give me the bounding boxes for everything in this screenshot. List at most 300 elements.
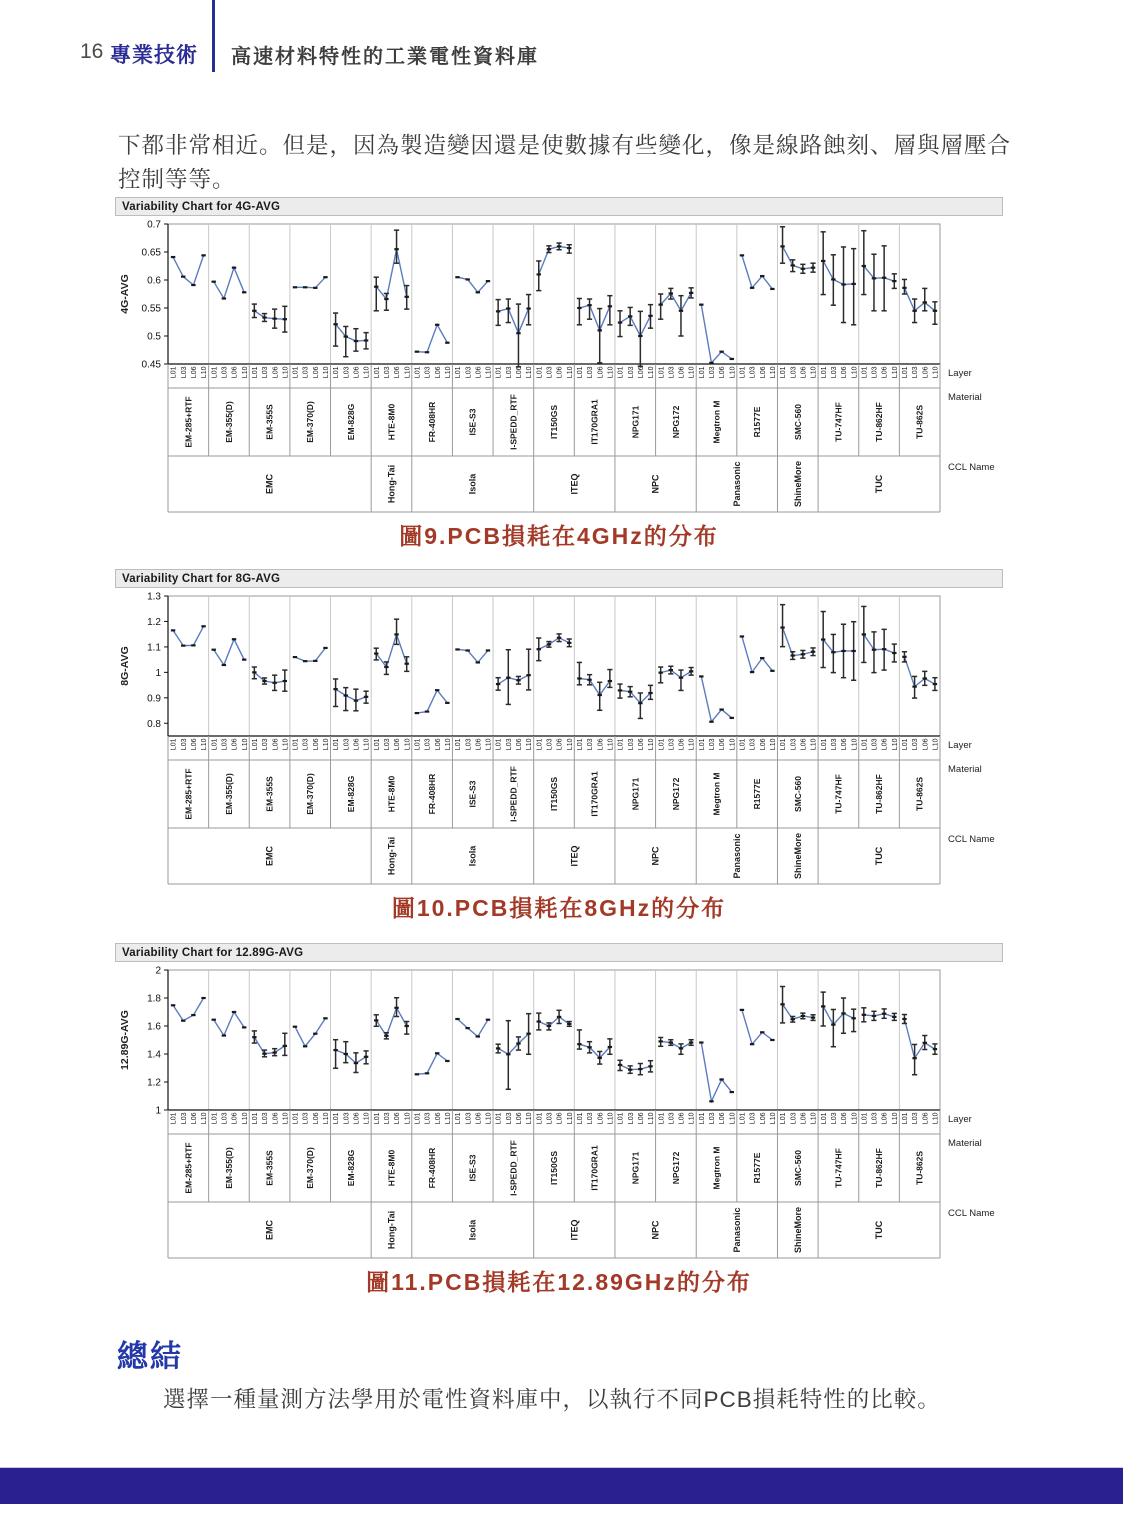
svg-text:L06: L06	[353, 738, 361, 751]
svg-text:1.2: 1.2	[147, 616, 161, 628]
svg-text:L06: L06	[719, 738, 727, 751]
svg-text:L03: L03	[627, 1112, 635, 1125]
intro-paragraph: 下都非常相近。但是，因為製造變因還是使數據有些變化，像是線路蝕刻、層與層壓合控制等等。	[118, 132, 1012, 193]
svg-text:L01: L01	[495, 1112, 503, 1125]
svg-text:L10: L10	[282, 738, 290, 751]
svg-text:L03: L03	[262, 738, 270, 751]
svg-text:IT170GRA1: IT170GRA1	[589, 1145, 600, 1191]
svg-text:L06: L06	[922, 366, 930, 379]
svg-text:2: 2	[155, 965, 161, 977]
svg-text:0.6: 0.6	[147, 275, 161, 287]
svg-text:Isola: Isola	[467, 473, 478, 495]
svg-text:L03: L03	[180, 1112, 188, 1125]
svg-text:ShineMore: ShineMore	[792, 460, 803, 508]
svg-text:L10: L10	[404, 738, 412, 751]
svg-text:TUC: TUC	[874, 474, 885, 494]
svg-text:L06: L06	[597, 1112, 605, 1125]
svg-text:L10: L10	[566, 1112, 574, 1125]
svg-text:L01: L01	[820, 738, 828, 751]
svg-text:L10: L10	[526, 738, 534, 751]
variability-chart-8g	[115, 588, 1003, 888]
svg-text:TU-862HF: TU-862HF	[874, 774, 885, 814]
svg-text:1: 1	[155, 1105, 161, 1117]
svg-text:L03: L03	[627, 738, 635, 751]
svg-text:L06: L06	[312, 1112, 320, 1125]
svg-text:L01: L01	[455, 366, 463, 379]
variability-chart-4g	[115, 216, 1003, 516]
svg-text:L06: L06	[190, 1112, 198, 1125]
svg-text:L03: L03	[302, 738, 310, 751]
svg-text:EM-285+RTF: EM-285+RTF	[183, 396, 194, 448]
svg-text:L06: L06	[556, 738, 564, 751]
svg-text:Layer: Layer	[948, 1114, 972, 1125]
svg-text:L03: L03	[912, 1112, 920, 1125]
svg-text:EM-370(D): EM-370(D)	[305, 1147, 316, 1189]
svg-text:Isola: Isola	[467, 845, 478, 867]
svg-text:L01: L01	[495, 366, 503, 379]
svg-text:L10: L10	[810, 366, 818, 379]
svg-text:Panasonic: Panasonic	[731, 833, 742, 879]
svg-text:TU-862HF: TU-862HF	[874, 402, 885, 442]
svg-text:ISE-S3: ISE-S3	[467, 408, 478, 436]
variability-chart-12-89g	[115, 962, 1003, 1262]
svg-text:L10: L10	[323, 738, 331, 751]
svg-text:L10: L10	[729, 366, 737, 379]
svg-text:EM-355S: EM-355S	[264, 1150, 275, 1186]
svg-text:EM-285+RTF: EM-285+RTF	[183, 768, 194, 820]
svg-text:1.4: 1.4	[147, 1049, 161, 1061]
svg-text:L10: L10	[729, 738, 737, 751]
svg-text:NPG171: NPG171	[630, 777, 641, 811]
svg-text:EMC: EMC	[264, 474, 275, 494]
svg-text:L01: L01	[739, 738, 747, 751]
svg-text:L06: L06	[475, 1112, 483, 1125]
svg-text:L06: L06	[678, 1112, 686, 1125]
svg-text:L01: L01	[251, 1112, 259, 1125]
svg-text:L10: L10	[648, 1112, 656, 1125]
svg-text:L03: L03	[587, 738, 595, 751]
svg-text:L03: L03	[343, 1112, 351, 1125]
svg-text:L01: L01	[902, 738, 910, 751]
svg-text:L03: L03	[546, 738, 554, 751]
svg-text:L06: L06	[272, 366, 280, 379]
svg-text:L01: L01	[820, 1112, 828, 1125]
svg-text:ISE-S3: ISE-S3	[467, 1154, 478, 1182]
svg-text:L06: L06	[394, 366, 402, 379]
svg-text:TU-862S: TU-862S	[914, 404, 925, 440]
svg-text:L06: L06	[800, 1112, 808, 1125]
svg-text:L03: L03	[546, 1112, 554, 1125]
svg-text:TU-862S: TU-862S	[914, 776, 925, 812]
svg-text:L03: L03	[546, 366, 554, 379]
svg-text:L01: L01	[170, 738, 178, 751]
svg-text:L06: L06	[719, 366, 727, 379]
svg-text:1.2: 1.2	[147, 1077, 161, 1089]
svg-text:L01: L01	[414, 1112, 422, 1125]
svg-text:L03: L03	[262, 1112, 270, 1125]
svg-text:L03: L03	[180, 366, 188, 379]
svg-text:Panasonic: Panasonic	[731, 1207, 742, 1253]
svg-text:L03: L03	[709, 1112, 717, 1125]
svg-text:FR-408HR: FR-408HR	[427, 401, 438, 443]
svg-text:L10: L10	[404, 1112, 412, 1125]
svg-text:L10: L10	[851, 1112, 859, 1125]
svg-text:EMC: EMC	[264, 1220, 275, 1240]
svg-text:ITEQ: ITEQ	[569, 845, 580, 867]
svg-text:L03: L03	[302, 366, 310, 379]
svg-text:L06: L06	[475, 738, 483, 751]
svg-text:L03: L03	[424, 1112, 432, 1125]
svg-text:L03: L03	[749, 738, 757, 751]
svg-text:L10: L10	[201, 1112, 209, 1125]
svg-text:L06: L06	[597, 366, 605, 379]
svg-text:EM-828G: EM-828G	[345, 1149, 356, 1187]
svg-text:L10: L10	[485, 738, 493, 751]
svg-text:L03: L03	[668, 738, 676, 751]
svg-text:L03: L03	[302, 1112, 310, 1125]
svg-text:L10: L10	[444, 738, 452, 751]
svg-text:L01: L01	[658, 1112, 666, 1125]
svg-text:L03: L03	[383, 738, 391, 751]
svg-text:L01: L01	[576, 738, 584, 751]
svg-text:L10: L10	[688, 738, 696, 751]
figure-12-89ghz	[115, 943, 1003, 1297]
svg-text:L06: L06	[800, 366, 808, 379]
svg-text:L01: L01	[698, 738, 706, 751]
svg-text:L06: L06	[637, 366, 645, 379]
svg-text:0.8: 0.8	[147, 718, 161, 730]
svg-text:L01: L01	[576, 1112, 584, 1125]
page-header	[0, 0, 1123, 74]
svg-text:HTE-8M0: HTE-8M0	[386, 775, 397, 813]
svg-text:L01: L01	[780, 366, 788, 379]
svg-text:L10: L10	[404, 366, 412, 379]
svg-text:L10: L10	[566, 366, 574, 379]
svg-text:L01: L01	[617, 1112, 625, 1125]
svg-text:L03: L03	[505, 738, 513, 751]
svg-text:L10: L10	[444, 366, 452, 379]
svg-text:L10: L10	[891, 738, 899, 751]
svg-text:L10: L10	[607, 1112, 615, 1125]
svg-text:L10: L10	[241, 366, 249, 379]
svg-text:L06: L06	[516, 366, 524, 379]
svg-text:L03: L03	[871, 1112, 879, 1125]
svg-text:NPG172: NPG172	[670, 405, 681, 439]
svg-text:EM-355(D): EM-355(D)	[223, 1147, 234, 1189]
svg-text:L06: L06	[272, 1112, 280, 1125]
svg-text:L06: L06	[800, 738, 808, 751]
svg-text:Material: Material	[948, 392, 982, 403]
svg-text:ShineMore: ShineMore	[792, 832, 803, 880]
svg-text:IT150GS: IT150GS	[549, 1150, 559, 1186]
svg-text:EM-828G: EM-828G	[345, 775, 356, 813]
svg-text:L06: L06	[678, 738, 686, 751]
svg-text:L10: L10	[932, 366, 940, 379]
svg-text:L10: L10	[363, 738, 371, 751]
svg-text:Layer: Layer	[948, 740, 972, 751]
svg-text:L10: L10	[769, 738, 777, 751]
svg-text:L03: L03	[912, 366, 920, 379]
svg-text:L01: L01	[333, 738, 341, 751]
svg-text:L10: L10	[932, 1112, 940, 1125]
svg-text:L01: L01	[902, 1112, 910, 1125]
svg-text:EM-370(D): EM-370(D)	[305, 401, 316, 443]
svg-text:L01: L01	[861, 366, 869, 379]
chart-title-12-89g: Variability Chart for 12.89G-AVG	[115, 943, 1003, 962]
svg-text:FR-408HR: FR-408HR	[427, 773, 438, 815]
svg-text:L03: L03	[749, 366, 757, 379]
svg-text:L03: L03	[505, 366, 513, 379]
svg-text:L10: L10	[485, 366, 493, 379]
svg-text:L01: L01	[739, 366, 747, 379]
svg-text:L06: L06	[516, 1112, 524, 1125]
svg-text:L01: L01	[251, 738, 259, 751]
svg-text:L01: L01	[333, 1112, 341, 1125]
svg-text:NPG172: NPG172	[670, 1151, 681, 1185]
svg-text:L01: L01	[170, 1112, 178, 1125]
svg-text:L06: L06	[394, 1112, 402, 1125]
svg-text:L10: L10	[607, 366, 615, 379]
svg-text:12.89G-AVG: 12.89G-AVG	[119, 1010, 131, 1070]
svg-text:L03: L03	[221, 1112, 229, 1125]
svg-text:L10: L10	[201, 366, 209, 379]
svg-text:L03: L03	[871, 366, 879, 379]
svg-text:L01: L01	[861, 738, 869, 751]
svg-text:Hong-Tai: Hong-Tai	[386, 464, 397, 504]
svg-text:L01: L01	[373, 1112, 381, 1125]
svg-text:L01: L01	[780, 738, 788, 751]
svg-text:L01: L01	[251, 366, 259, 379]
svg-text:L10: L10	[688, 1112, 696, 1125]
svg-text:L01: L01	[861, 1112, 869, 1125]
svg-text:L01: L01	[658, 366, 666, 379]
svg-text:L10: L10	[810, 1112, 818, 1125]
svg-text:L06: L06	[516, 738, 524, 751]
svg-text:I-SPEDD_RTF: I-SPEDD_RTF	[508, 766, 519, 822]
svg-text:L10: L10	[363, 1112, 371, 1125]
svg-text:L01: L01	[536, 738, 544, 751]
svg-text:0.45: 0.45	[141, 359, 161, 371]
svg-text:L10: L10	[526, 1112, 534, 1125]
svg-text:Material: Material	[948, 1138, 982, 1149]
svg-text:L10: L10	[282, 366, 290, 379]
svg-text:L03: L03	[262, 366, 270, 379]
svg-text:L10: L10	[241, 1112, 249, 1125]
svg-text:L06: L06	[841, 1112, 849, 1125]
svg-text:L01: L01	[211, 738, 219, 751]
svg-text:L01: L01	[414, 366, 422, 379]
svg-text:EM-355(D): EM-355(D)	[223, 773, 234, 815]
svg-text:L06: L06	[272, 738, 280, 751]
svg-text:L01: L01	[455, 738, 463, 751]
svg-text:L10: L10	[769, 1112, 777, 1125]
svg-text:L03: L03	[668, 1112, 676, 1125]
svg-text:L10: L10	[323, 1112, 331, 1125]
svg-text:R1577E: R1577E	[752, 406, 763, 438]
svg-text:L03: L03	[221, 366, 229, 379]
svg-text:L03: L03	[424, 738, 432, 751]
svg-text:L01: L01	[617, 738, 625, 751]
svg-text:L06: L06	[312, 366, 320, 379]
svg-text:R1577E: R1577E	[752, 778, 763, 810]
svg-text:L01: L01	[698, 1112, 706, 1125]
svg-text:HTE-8M0: HTE-8M0	[386, 403, 397, 441]
svg-text:L01: L01	[292, 738, 300, 751]
figure-caption-9: 圖9.PCB損耗在4GHz的分布	[399, 523, 719, 549]
svg-text:L01: L01	[333, 366, 341, 379]
svg-text:I-SPEDD_RTF: I-SPEDD_RTF	[508, 394, 519, 450]
svg-text:L10: L10	[810, 738, 818, 751]
svg-text:NPC: NPC	[650, 846, 661, 866]
svg-text:L06: L06	[597, 738, 605, 751]
svg-text:Panasonic: Panasonic	[731, 461, 742, 507]
svg-text:L06: L06	[841, 366, 849, 379]
svg-text:IT170GRA1: IT170GRA1	[589, 771, 600, 817]
svg-text:L01: L01	[820, 366, 828, 379]
svg-text:L01: L01	[292, 1112, 300, 1125]
svg-text:L10: L10	[282, 1112, 290, 1125]
svg-text:L06: L06	[556, 1112, 564, 1125]
svg-text:L03: L03	[709, 738, 717, 751]
svg-text:L03: L03	[790, 1112, 798, 1125]
svg-text:L01: L01	[211, 1112, 219, 1125]
svg-text:L10: L10	[566, 738, 574, 751]
svg-text:Megtron M: Megtron M	[711, 1146, 722, 1190]
svg-text:L01: L01	[658, 738, 666, 751]
svg-text:NPC: NPC	[650, 474, 661, 494]
svg-text:L06: L06	[922, 738, 930, 751]
svg-text:L10: L10	[729, 1112, 737, 1125]
svg-text:L06: L06	[922, 1112, 930, 1125]
document-title: 高速材料特性的工業電性資料庫	[231, 46, 539, 68]
svg-text:L10: L10	[607, 738, 615, 751]
svg-text:L10: L10	[444, 1112, 452, 1125]
svg-text:NPG171: NPG171	[630, 1151, 641, 1185]
svg-text:L10: L10	[363, 366, 371, 379]
svg-text:L03: L03	[383, 366, 391, 379]
svg-text:L06: L06	[190, 738, 198, 751]
svg-text:NPG171: NPG171	[630, 405, 641, 439]
svg-text:L10: L10	[526, 366, 534, 379]
svg-text:L01: L01	[617, 366, 625, 379]
svg-text:L06: L06	[434, 738, 442, 751]
svg-text:L01: L01	[576, 366, 584, 379]
svg-text:L10: L10	[932, 738, 940, 751]
chart-title-8g: Variability Chart for 8G-AVG	[115, 569, 1003, 588]
svg-text:0.5: 0.5	[147, 331, 161, 343]
svg-text:L06: L06	[881, 1112, 889, 1125]
svg-text:Megtron M: Megtron M	[711, 400, 722, 444]
svg-text:NPG172: NPG172	[670, 777, 681, 811]
chart-title-4g: Variability Chart for 4G-AVG	[115, 197, 1003, 216]
svg-text:L03: L03	[749, 1112, 757, 1125]
svg-text:TU-747HF: TU-747HF	[833, 1148, 844, 1188]
svg-text:ITEQ: ITEQ	[569, 1219, 580, 1241]
svg-text:L03: L03	[790, 738, 798, 751]
svg-text:L03: L03	[221, 738, 229, 751]
figure-4ghz	[115, 197, 1003, 551]
svg-text:L10: L10	[648, 738, 656, 751]
svg-text:L03: L03	[465, 738, 473, 751]
svg-text:SMC-560: SMC-560	[792, 776, 803, 812]
svg-text:L01: L01	[211, 366, 219, 379]
svg-text:EM-355S: EM-355S	[264, 404, 275, 440]
svg-text:1.8: 1.8	[147, 993, 161, 1005]
svg-text:L01: L01	[373, 738, 381, 751]
svg-text:L03: L03	[587, 1112, 595, 1125]
svg-text:0.55: 0.55	[141, 303, 161, 315]
svg-text:L06: L06	[637, 1112, 645, 1125]
svg-text:L03: L03	[587, 366, 595, 379]
svg-text:ISE-S3: ISE-S3	[467, 780, 478, 808]
svg-text:1.1: 1.1	[147, 642, 161, 654]
svg-text:L06: L06	[312, 738, 320, 751]
svg-text:SMC-560: SMC-560	[792, 404, 803, 440]
svg-text:Material: Material	[948, 764, 982, 775]
svg-text:L10: L10	[891, 366, 899, 379]
svg-text:1: 1	[155, 667, 161, 679]
page-number: 16	[80, 40, 104, 63]
svg-text:L06: L06	[434, 1112, 442, 1125]
svg-text:TUC: TUC	[874, 1220, 885, 1240]
svg-text:L03: L03	[627, 366, 635, 379]
footer-bar	[0, 1467, 1123, 1504]
svg-text:L06: L06	[190, 366, 198, 379]
svg-text:L10: L10	[851, 366, 859, 379]
svg-text:L03: L03	[830, 738, 838, 751]
svg-text:L03: L03	[871, 738, 879, 751]
svg-text:8G-AVG: 8G-AVG	[119, 646, 131, 686]
svg-text:L10: L10	[851, 738, 859, 751]
svg-text:L10: L10	[485, 1112, 493, 1125]
svg-text:L10: L10	[891, 1112, 899, 1125]
svg-text:L01: L01	[292, 366, 300, 379]
svg-text:L03: L03	[830, 1112, 838, 1125]
svg-text:L06: L06	[881, 738, 889, 751]
svg-text:L06: L06	[231, 738, 239, 751]
summary-heading: 總結	[117, 1338, 183, 1374]
summary-paragraph: 選擇一種量測方法學用於電性資料庫中，以執行不同PCB損耗特性的比較。	[163, 1386, 941, 1412]
svg-text:L03: L03	[709, 366, 717, 379]
svg-text:L06: L06	[678, 366, 686, 379]
svg-text:EM-828G: EM-828G	[345, 403, 356, 441]
svg-text:EM-370(D): EM-370(D)	[305, 773, 316, 815]
svg-text:L03: L03	[790, 366, 798, 379]
svg-text:L10: L10	[688, 366, 696, 379]
svg-text:L06: L06	[353, 366, 361, 379]
svg-text:SMC-560: SMC-560	[792, 1150, 803, 1186]
svg-text:R1577E: R1577E	[752, 1152, 763, 1184]
svg-text:L06: L06	[637, 738, 645, 751]
svg-text:TU-747HF: TU-747HF	[833, 402, 844, 442]
svg-text:L01: L01	[780, 1112, 788, 1125]
svg-text:L10: L10	[323, 366, 331, 379]
svg-text:L01: L01	[455, 1112, 463, 1125]
svg-text:L10: L10	[241, 738, 249, 751]
svg-text:TU-862HF: TU-862HF	[874, 1148, 885, 1188]
svg-text:L01: L01	[902, 366, 910, 379]
svg-text:L03: L03	[465, 1112, 473, 1125]
figure-caption-10: 圖10.PCB損耗在8GHz的分布	[391, 895, 727, 921]
svg-text:L10: L10	[769, 366, 777, 379]
svg-text:EM-355S: EM-355S	[264, 776, 275, 812]
svg-text:1.3: 1.3	[147, 591, 161, 603]
svg-text:I-SPEDD_RTF: I-SPEDD_RTF	[508, 1140, 519, 1196]
svg-text:L06: L06	[231, 366, 239, 379]
svg-text:0.7: 0.7	[147, 219, 161, 231]
svg-text:Hong-Tai: Hong-Tai	[386, 1210, 397, 1250]
svg-text:L03: L03	[465, 366, 473, 379]
